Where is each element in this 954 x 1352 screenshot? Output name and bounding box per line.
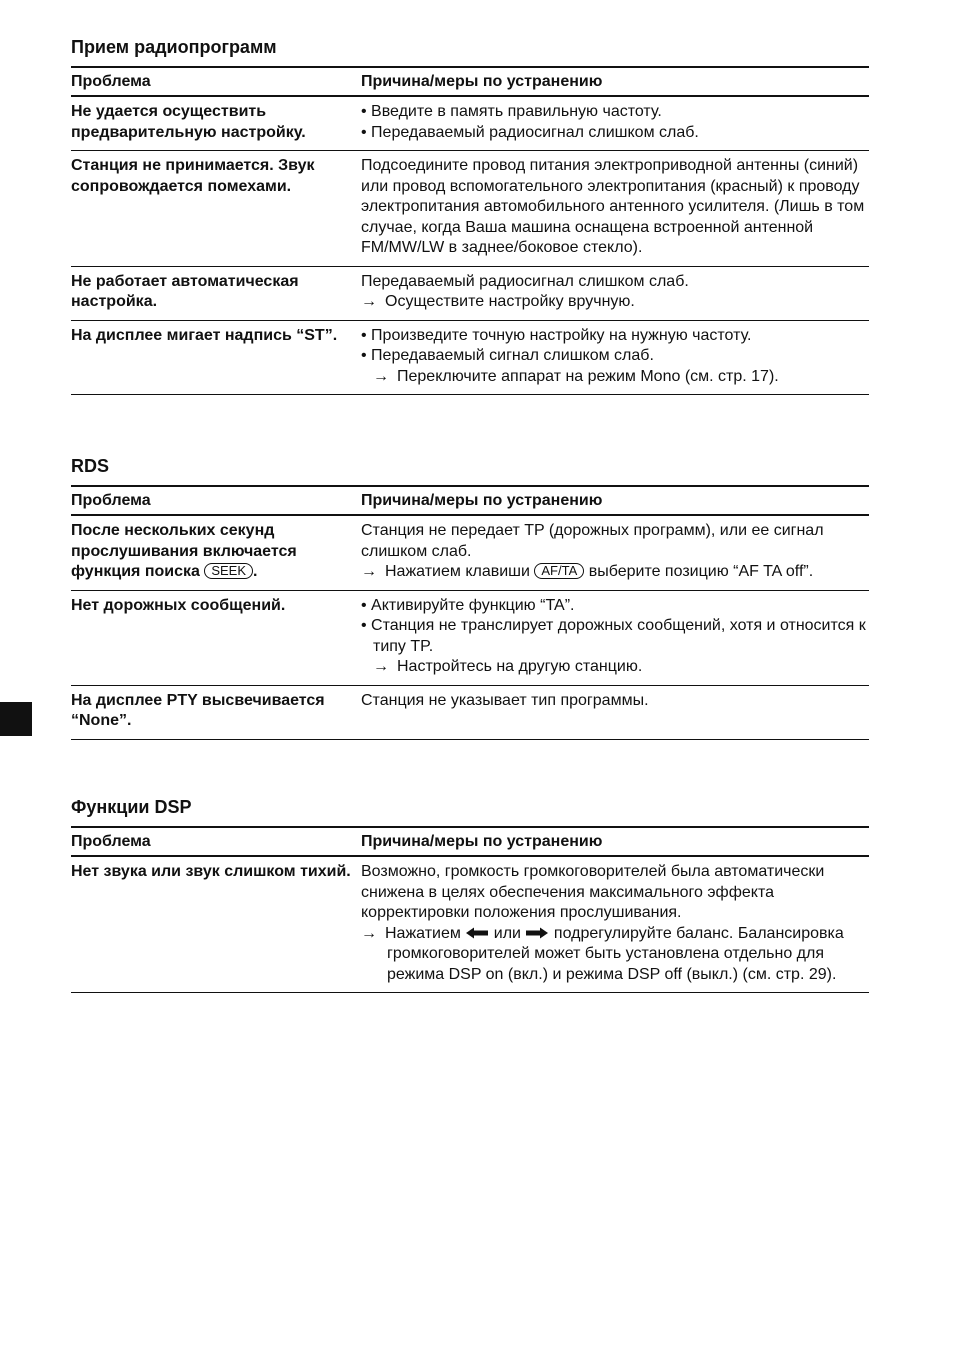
problem-cell: Нет дорожных сообщений. bbox=[71, 596, 286, 614]
left-arrow-key-icon bbox=[465, 927, 489, 939]
section-title-dsp: Функции DSP bbox=[71, 797, 192, 817]
remedy-text: выберите позицию “AF TA off”. bbox=[588, 563, 814, 580]
right-arrow-icon: → bbox=[361, 563, 377, 580]
bullet-item: • Передаваемый радиосигнал слишком слаб. bbox=[361, 123, 699, 141]
bullet-item: • Произведите точную настройку на нужную частоту. bbox=[361, 326, 752, 344]
af-ta-key: AF/TA bbox=[534, 563, 584, 579]
table-row bbox=[71, 516, 869, 591]
table-row bbox=[71, 267, 869, 321]
right-arrow-icon: → bbox=[361, 293, 377, 310]
table-header bbox=[71, 66, 869, 97]
remedy-line bbox=[361, 367, 869, 388]
bullet-item: • Активируйте функцию “TA”. bbox=[361, 596, 575, 614]
section-dsp bbox=[71, 796, 869, 993]
problem-cell: Нет звука или звук слишком тихий. bbox=[71, 863, 351, 880]
table-row bbox=[71, 857, 869, 993]
header-problem: Проблема bbox=[71, 72, 151, 90]
problem-cell: Не работает автоматическая настройка. bbox=[71, 272, 299, 310]
cause-cell: Подсоедините провод питания электроприводной антенны (синий) или провод вспомогательного электропитания (красный) к проводу электропитания автомобильного антенного усилителя. (Лишь в том случае, когда Ваша машина оснащена встроенной антенной FM/MW/LW в заднее/боковое стекло). bbox=[361, 157, 865, 256]
problem-cell: Не удается осуществить предварительную настройку. bbox=[71, 103, 306, 141]
cause-cell: Станция не указывает тип программы. bbox=[361, 691, 649, 709]
section-title-rds: RDS bbox=[71, 456, 110, 476]
cause-cell bbox=[361, 596, 869, 678]
header-problem: Проблема bbox=[71, 491, 151, 509]
remedy-text: или bbox=[493, 924, 521, 942]
cause-cell bbox=[361, 326, 869, 388]
right-arrow-icon: → bbox=[361, 924, 377, 942]
cause-cell bbox=[361, 521, 869, 583]
table-row bbox=[71, 151, 869, 267]
table-header bbox=[71, 485, 869, 516]
cause-cell bbox=[361, 272, 869, 313]
section-rds bbox=[71, 455, 869, 740]
remedy-text: Настройтесь на другую станцию. bbox=[397, 658, 643, 675]
remedy-line bbox=[361, 292, 869, 313]
right-arrow-icon: → bbox=[373, 367, 389, 385]
table-row bbox=[71, 97, 869, 151]
remedy-line bbox=[361, 562, 869, 583]
problem-text: После нескольких секунд прослушивания включается функция поиска bbox=[71, 522, 297, 580]
bullet-item: • Передаваемый сигнал слишком слаб. bbox=[361, 347, 654, 364]
cause-text: Станция не передает TP (дорожных программ), или ее сигнал слишком слаб. bbox=[361, 522, 824, 560]
problem-cell bbox=[71, 521, 361, 583]
seek-key: SEEK bbox=[204, 563, 253, 579]
table-row bbox=[71, 591, 869, 686]
remedy-text: подрегулируйте баланс. Балансировка громкоговорителей может быть установлена отдельно для режима DSP on (вкл.) и режима DSP off (выкл.) (см. стр. 29). bbox=[387, 924, 844, 983]
cause-text: Передаваемый радиосигнал слишком слаб. bbox=[361, 272, 689, 290]
problem-cell: Станция не принимается. Звук сопровождается помехами. bbox=[71, 157, 315, 195]
right-arrow-key-icon bbox=[525, 927, 549, 939]
page-tab-marker bbox=[0, 702, 32, 736]
problem-end: . bbox=[253, 563, 258, 580]
bullet-item: • Введите в память правильную частоту. bbox=[361, 103, 662, 120]
cause-text: Возможно, громкость громкоговорителей была автоматически снижена в целях обеспечения максимального эффекта корректировки положения прослушивания. bbox=[361, 863, 825, 921]
remedy-text: Осуществите настройку вручную. bbox=[385, 293, 635, 310]
section-title-radio: Прием радиопрограмм bbox=[71, 37, 277, 57]
remedy-line bbox=[361, 924, 869, 986]
cause-cell bbox=[361, 102, 869, 143]
table-row bbox=[71, 686, 869, 740]
bullet-item: • Станция не транслирует дорожных сообщений, хотя и относится к типу TP. bbox=[361, 617, 866, 655]
table-header bbox=[71, 826, 869, 857]
header-problem: Проблема bbox=[71, 832, 151, 850]
remedy-text: Нажатием bbox=[385, 924, 461, 942]
header-cause: Причина/меры по устранению bbox=[361, 832, 603, 850]
section-radio bbox=[71, 36, 869, 395]
header-cause: Причина/меры по устранению bbox=[361, 72, 603, 90]
cause-cell bbox=[361, 862, 869, 985]
right-arrow-icon: → bbox=[373, 658, 389, 675]
problem-cell: На дисплее мигает надпись “ST”. bbox=[71, 326, 338, 344]
header-cause: Причина/меры по устранению bbox=[361, 491, 603, 509]
remedy-text: Нажатием клавиши bbox=[385, 563, 530, 580]
remedy-line bbox=[361, 657, 869, 678]
problem-cell: На дисплее PTY высвечивается “None”. bbox=[71, 691, 325, 729]
remedy-text: Переключите аппарат на режим Mono (см. стр. 17). bbox=[397, 367, 779, 385]
table-row bbox=[71, 321, 869, 396]
